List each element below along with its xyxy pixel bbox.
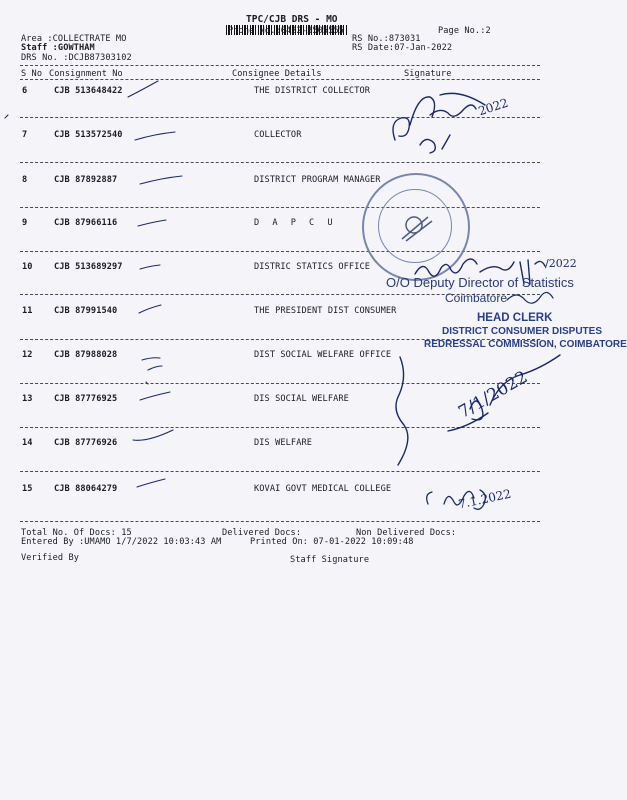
handwritten-date-2: 7/1/2022 [455, 367, 532, 423]
row-consignee: DIS WELFARE [254, 438, 313, 448]
drs-number: DRS No. :DCJB87303102 [21, 53, 132, 63]
total-docs: Total No. Of Docs: 15 [21, 528, 132, 538]
row-sno: 14 [22, 438, 33, 448]
row-consignee: THE PRESIDENT DIST CONSUMER [254, 306, 397, 316]
row-consignee: D A P C U [254, 218, 337, 228]
col-header-consignee: Consignee Details [232, 69, 322, 79]
rs-number: RS No.:873031 [352, 34, 421, 44]
col-header-consignment: Consignment No [49, 69, 123, 79]
col-header-signature: Signature [404, 69, 452, 79]
row-sno: 12 [22, 350, 33, 360]
col-header-sno: S No [21, 69, 43, 79]
row-consignment-no: CJB 87991540 [54, 306, 118, 316]
row-consignee: THE DISTRICT COLLECTOR [254, 86, 371, 96]
staff-signature-label: Staff Signature [290, 555, 370, 565]
handwritten-initials [505, 282, 565, 307]
row-consignee: DIST SOCIAL WELFARE OFFICE [254, 350, 392, 360]
deputy-director-stamp: O/O Deputy Director of Statistics [386, 275, 574, 290]
area-label: Area :COLLECTRATE MO [21, 34, 127, 44]
rs-date: RS Date:07-Jan-2022 [352, 43, 453, 53]
row-consignment-no: CJB 88064279 [54, 484, 118, 494]
phone-number: Phone No.:0422-3505555 [228, 26, 345, 36]
row-consignee: DISTRICT PROGRAM MANAGER [254, 175, 381, 185]
row-consignment-no: CJB 87776926 [54, 438, 118, 448]
row-consignee: DIS SOCIAL WELFARE [254, 394, 349, 404]
printed-on: Printed On: 07-01-2022 10:09:48 [250, 537, 414, 547]
handwritten-signature [380, 85, 500, 160]
handwritten-date-3: 7.1.2022 [457, 486, 513, 512]
row-sno: 13 [22, 394, 33, 404]
row-sno: 15 [22, 484, 33, 494]
row-consignment-no: CJB 87988028 [54, 350, 118, 360]
non-delivered-docs: Non Delivered Docs: [356, 528, 457, 538]
row-consignment-no: CJB 513572540 [54, 130, 123, 140]
verified-by: Verified By [21, 553, 80, 563]
row-consignee: COLLECTOR [254, 130, 302, 140]
row-sno: 8 [22, 175, 28, 185]
row-sno: 7 [22, 130, 28, 140]
row-sno: 9 [22, 218, 28, 228]
row-consignment-no: CJB 513648422 [54, 86, 123, 96]
staff-label: Staff :GOWTHAM [21, 43, 95, 53]
row-consignment-no: CJB 87892887 [54, 175, 118, 185]
row-consignment-no: CJB 87776925 [54, 394, 118, 404]
entered-by: Entered By :UMAMO 1/7/2022 10:03:43 AM [21, 537, 222, 547]
row-sno: 6 [22, 86, 28, 96]
delivered-docs: Delivered Docs: [222, 528, 302, 538]
row-consignment-no: CJB 87966116 [54, 218, 118, 228]
head-clerk-stamp: HEAD CLERK [477, 312, 553, 324]
redressal-commission-stamp: REDRESSAL COMMISSION, COIMBATORE [424, 339, 627, 350]
row-sno: 11 [22, 306, 33, 316]
handwritten-date-1: 2022 [476, 95, 510, 119]
consumer-disputes-stamp: DISTRICT CONSUMER DISPUTES [442, 326, 603, 337]
coimbatore-stamp: Coimbatore [445, 291, 508, 305]
row-consignee: DISTRIC STATICS OFFICE [254, 262, 371, 272]
page-number: Page No.:2 [438, 26, 491, 36]
row-sno: 10 [22, 262, 33, 272]
row-consignment-no: CJB 513689297 [54, 262, 123, 272]
handwritten-date-1b: /2022 [545, 257, 577, 270]
row-consignee: KOVAI GOVT MEDICAL COLLEGE [254, 484, 392, 494]
document-title: TPC/CJB DRS - MO [246, 14, 338, 25]
